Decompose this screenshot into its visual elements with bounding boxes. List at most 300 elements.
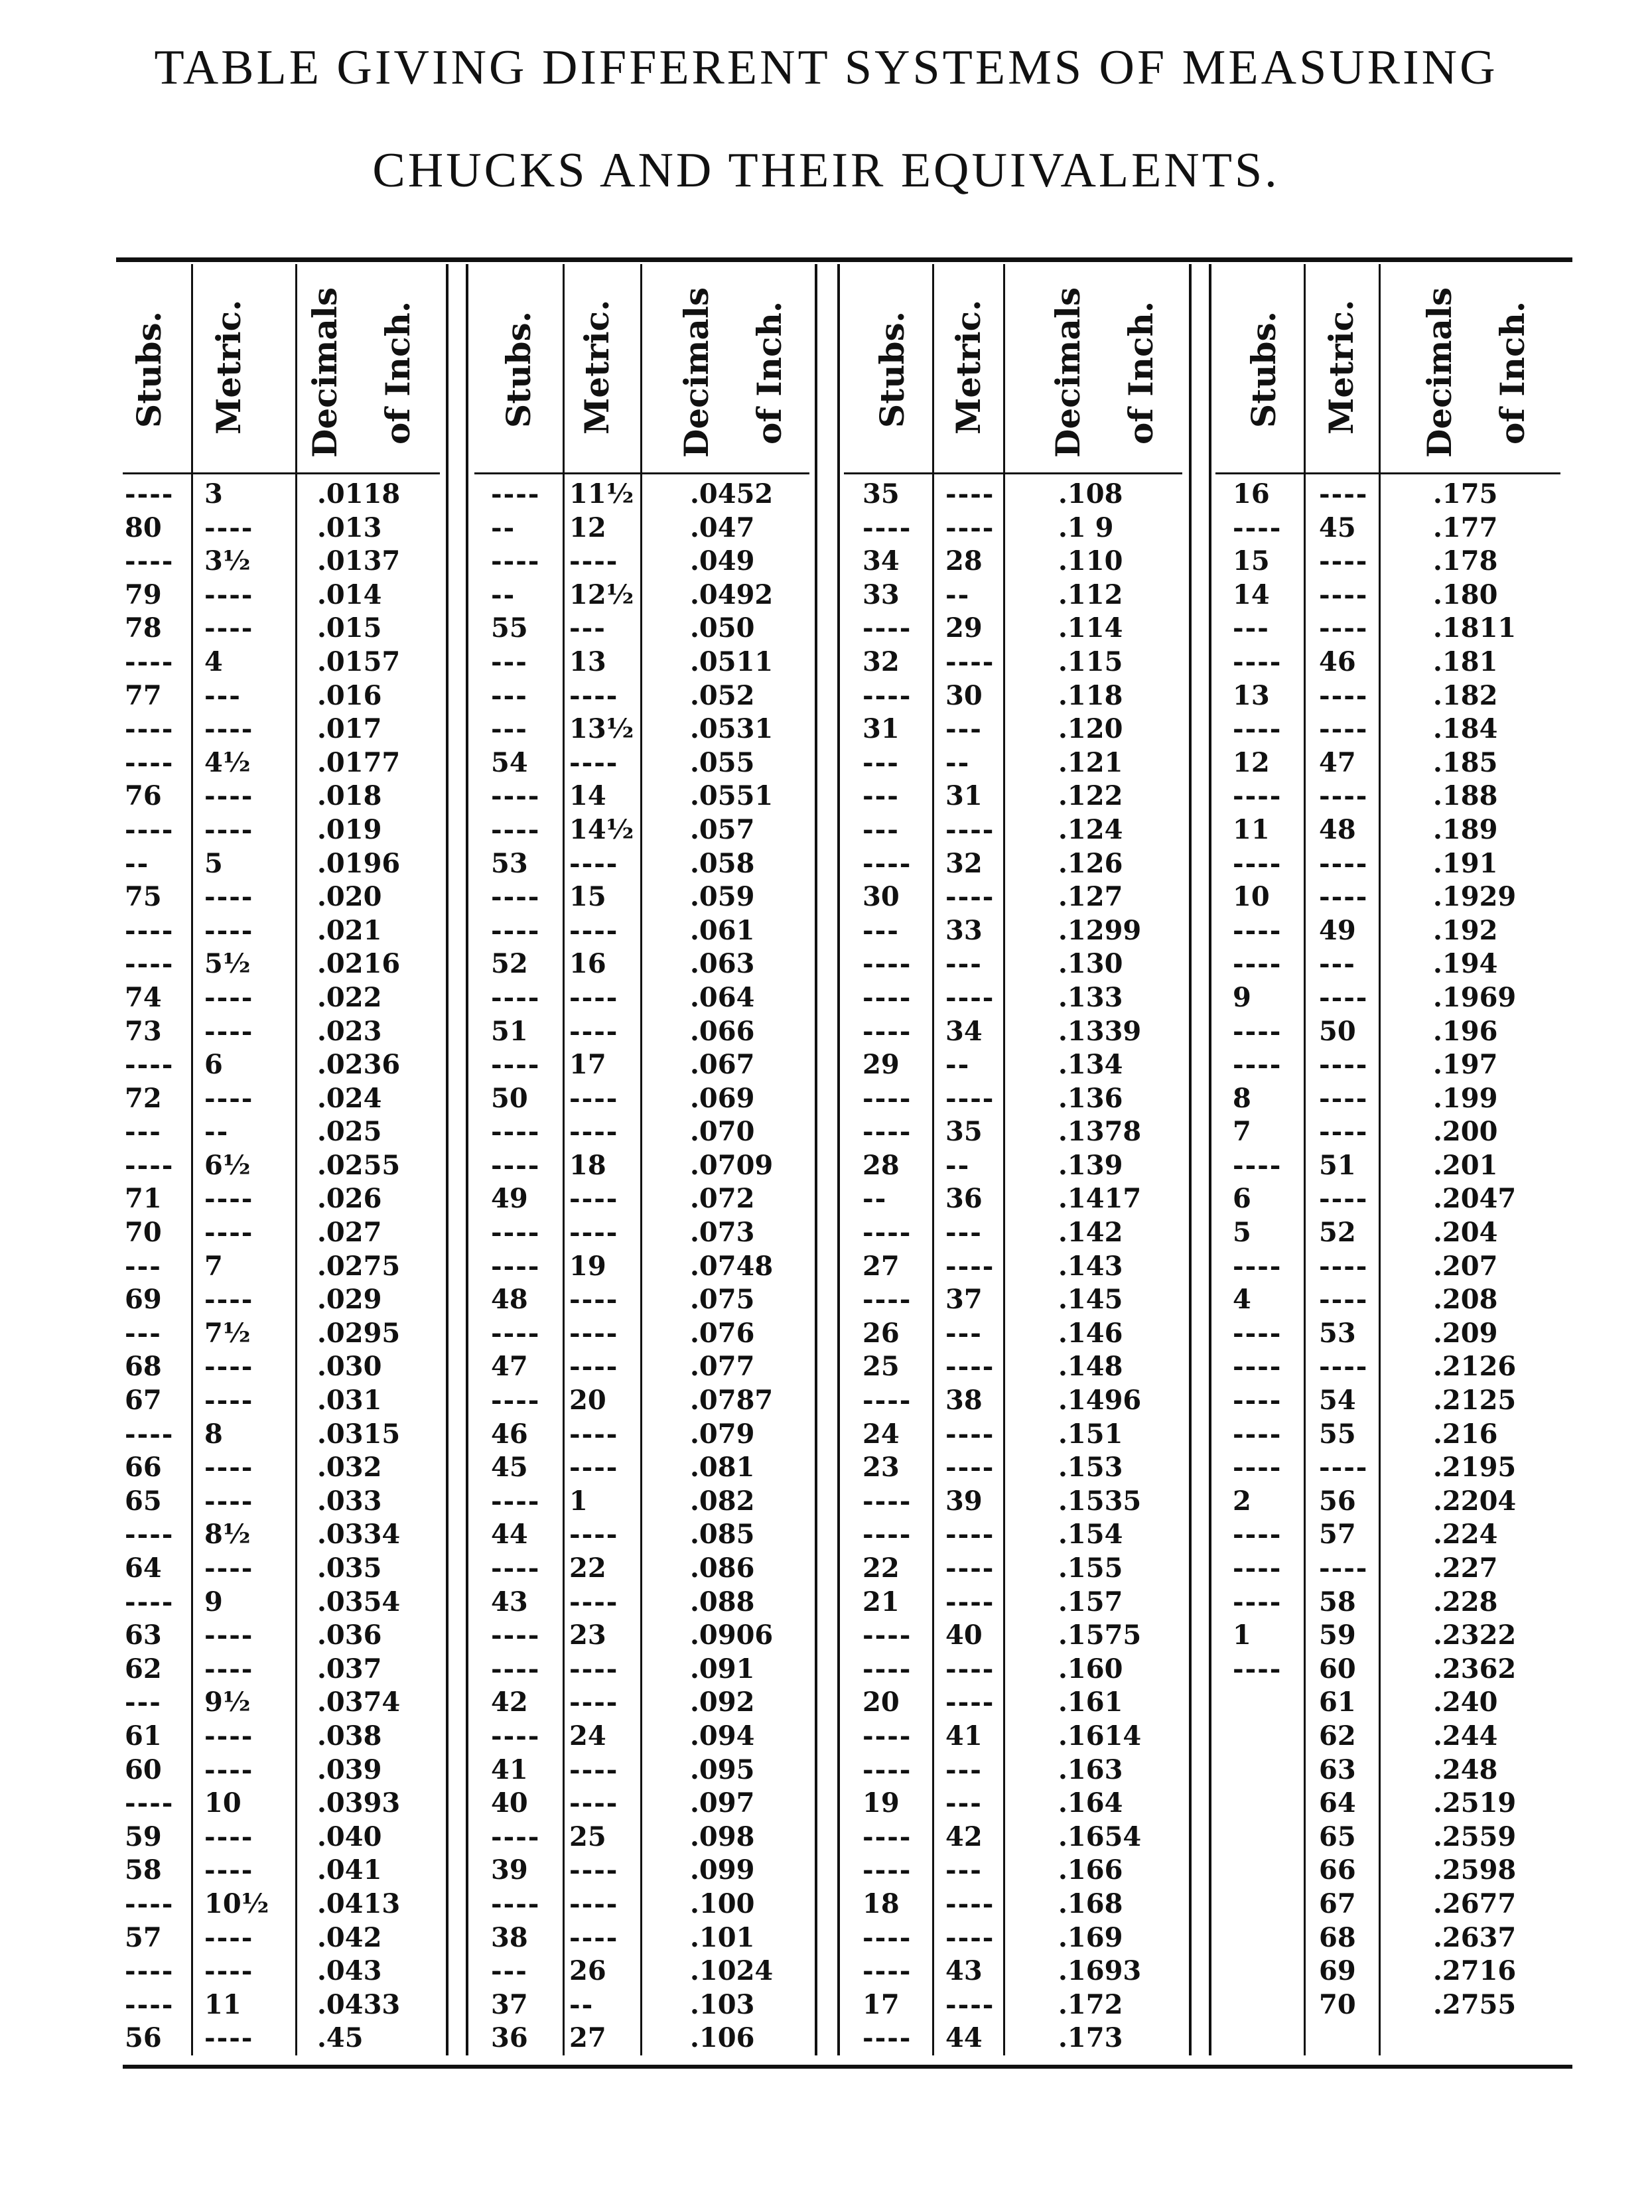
table-cell: .184: [1433, 713, 1498, 745]
table-cell: 66: [1319, 1854, 1356, 1886]
table-cell: 37: [945, 1284, 983, 1316]
table-cell: .178: [1433, 545, 1498, 577]
table-cell: ----: [862, 1284, 912, 1316]
table-cell: 14: [1233, 579, 1270, 610]
table-cell: 12: [1233, 746, 1270, 778]
table-cell: .1535: [1058, 1485, 1142, 1517]
table-cell: 46: [1319, 646, 1356, 677]
table-cell: 68: [1319, 1921, 1356, 1953]
metric-column: [569, 478, 634, 2055]
table-cell: 69: [125, 1284, 162, 1316]
table-cell: 34: [862, 545, 900, 577]
table-cell: ---: [125, 1250, 162, 1282]
table-cell: .164: [1058, 1787, 1123, 1819]
table-cell: .2559: [1433, 1821, 1517, 1852]
table-cell: .1693: [1058, 1955, 1142, 1987]
table-cell: 44: [945, 2022, 983, 2054]
table-cell: .027: [317, 1217, 382, 1249]
table-cell: 12½: [569, 579, 634, 610]
table-cell: ----: [862, 1921, 912, 1953]
table-cell: 15: [1233, 545, 1270, 577]
table-cell: ----: [491, 1821, 541, 1852]
table-cell: .197: [1433, 1049, 1498, 1081]
table-cell: .244: [1433, 1720, 1498, 1752]
table-cell: ----: [569, 1586, 619, 1618]
table-cell: ---: [945, 1754, 983, 1785]
table-cell: .030: [317, 1351, 382, 1383]
table-cell: 1: [1233, 1620, 1251, 1651]
table-cell: 48: [1319, 813, 1356, 845]
table-cell: .145: [1058, 1284, 1123, 1316]
table-cell: ----: [125, 1787, 174, 1819]
table-cell: ----: [1319, 847, 1369, 879]
table-cell: 9: [1233, 981, 1251, 1013]
table-cell: .055: [690, 746, 755, 778]
group-separator: [1209, 264, 1211, 2055]
table-cell: ----: [1319, 612, 1369, 644]
table-cell: ----: [945, 1452, 995, 1484]
table-cell: ----: [204, 2022, 254, 2054]
decimals-column: [317, 478, 400, 2055]
table-cell: --: [945, 579, 971, 610]
table-cell: .1614: [1058, 1720, 1142, 1752]
table-cell: .075: [690, 1284, 755, 1316]
table-cell: ----: [569, 1787, 619, 1819]
table-cell: ----: [204, 612, 254, 644]
table-top-rule: [116, 257, 1572, 262]
table-cell: 8: [1233, 1082, 1251, 1114]
table-cell: .097: [690, 1787, 755, 1819]
table-cell: .088: [690, 1586, 755, 1618]
table-cell: .042: [317, 1921, 382, 1953]
table-cell: 13: [1233, 679, 1270, 711]
table-cell: ----: [1319, 1452, 1369, 1484]
table-cell: ----: [204, 1183, 254, 1215]
table-cell: .121: [1058, 746, 1123, 778]
table-cell: ----: [569, 1653, 619, 1685]
table-cell: .153: [1058, 1452, 1123, 1484]
table-cell: ----: [491, 1888, 541, 1919]
table-cell: .1929: [1433, 881, 1517, 913]
table-cell: 33: [945, 914, 983, 946]
table-cell: 73: [125, 1015, 162, 1047]
table-cell: .2755: [1433, 1988, 1517, 2020]
table-cell: ----: [491, 1720, 541, 1752]
table-cell: ----: [125, 1149, 174, 1181]
table-cell: .188: [1433, 780, 1498, 812]
table-cell: 51: [1319, 1149, 1356, 1181]
table-cell: 29: [945, 612, 983, 644]
table-cell: .199: [1433, 1082, 1498, 1114]
table-cell: ---: [491, 713, 528, 745]
table-cell: 20: [862, 1687, 900, 1718]
table-cell: ---: [491, 646, 528, 677]
table-cell: .091: [690, 1653, 755, 1685]
table-cell: .189: [1433, 813, 1498, 845]
table-cell: .077: [690, 1351, 755, 1383]
group-separator: [837, 264, 840, 2055]
table-cell: 30: [945, 679, 983, 711]
table-cell: .161: [1058, 1687, 1123, 1718]
table-cell: ----: [491, 881, 541, 913]
table-cell: .0906: [690, 1620, 774, 1651]
table-cell: ----: [491, 1485, 541, 1517]
table-cell: ----: [1319, 780, 1369, 812]
table-cell: .040: [317, 1821, 382, 1852]
table-cell: .064: [690, 981, 755, 1013]
table-cell: .142: [1058, 1217, 1123, 1249]
table-cell: 25: [862, 1351, 900, 1383]
table-cell: ----: [204, 1620, 254, 1651]
table-cell: 70: [125, 1217, 162, 1249]
table-cell: .101: [690, 1921, 755, 1953]
table-cell: 17: [569, 1049, 606, 1081]
stubs-column: [125, 478, 174, 2055]
table-cell: ----: [204, 1284, 254, 1316]
table-cell: --: [491, 512, 516, 543]
header-decimals: Decimals: [1420, 287, 1459, 458]
table-cell: ----: [945, 1921, 995, 1953]
table-cell: .1417: [1058, 1183, 1142, 1215]
table-cell: 23: [569, 1620, 606, 1651]
table-cell: ----: [204, 780, 254, 812]
table-cell: 63: [125, 1620, 162, 1651]
table-cell: .2362: [1433, 1653, 1517, 1685]
header-metric: Metric.: [949, 299, 988, 435]
table-cell: ----: [569, 1452, 619, 1484]
table-cell: 3½: [204, 545, 251, 577]
table-cell: ----: [204, 1351, 254, 1383]
page-subtitle: CHUCKS AND THEIR EQUIVALENTS.: [372, 143, 1280, 198]
table-cell: ----: [569, 545, 619, 577]
table-cell: .0275: [317, 1250, 401, 1282]
table-cell: .0511: [690, 646, 774, 677]
table-cell: ----: [1319, 679, 1369, 711]
table-cell: ----: [204, 914, 254, 946]
table-cell: ----: [125, 1988, 174, 2020]
table-cell: 52: [491, 948, 528, 980]
table-cell: ----: [125, 746, 174, 778]
table-cell: 10: [204, 1787, 241, 1819]
table-cell: 43: [945, 1955, 983, 1987]
table-cell: 40: [945, 1620, 983, 1651]
table-cell: ----: [491, 813, 541, 845]
table-cell: 7: [1233, 1116, 1251, 1148]
table-cell: .0216: [317, 948, 401, 980]
table-cell: 49: [1319, 914, 1356, 946]
table-cell: 6: [204, 1049, 223, 1081]
group-separator: [815, 264, 817, 2055]
table-cell: .191: [1433, 847, 1498, 879]
table-cell: .224: [1433, 1519, 1498, 1551]
table-cell: ----: [125, 713, 174, 745]
table-cell: ---: [945, 713, 983, 745]
group-separator: [446, 264, 448, 2055]
table-cell: ----: [1233, 948, 1282, 980]
table-cell: 4: [1233, 1284, 1251, 1316]
table-cell: ----: [204, 1452, 254, 1484]
decimals-column: [1058, 478, 1141, 2055]
table-cell: .201: [1433, 1149, 1498, 1181]
table-cell: ----: [862, 1720, 912, 1752]
table-cell: 1: [569, 1485, 588, 1517]
header-stubs: Stubs.: [872, 311, 912, 428]
table-cell: 58: [1319, 1586, 1356, 1618]
table-cell: ----: [204, 1653, 254, 1685]
table-cell: .052: [690, 679, 755, 711]
table-cell: ----: [1233, 1586, 1282, 1618]
table-cell: 22: [569, 1553, 606, 1584]
table-cell: 56: [1319, 1485, 1356, 1517]
table-cell: 20: [569, 1385, 606, 1417]
table-cell: ---: [862, 780, 900, 812]
table-cell: ----: [862, 1217, 912, 1249]
table-cell: .130: [1058, 948, 1123, 980]
table-cell: 48: [491, 1284, 528, 1316]
table-cell: 62: [1319, 1720, 1356, 1752]
table-cell: ----: [491, 1317, 541, 1349]
table-cell: .022: [317, 981, 382, 1013]
table-cell: ---: [862, 914, 900, 946]
table-cell: --: [945, 1149, 971, 1181]
table-cell: .168: [1058, 1888, 1123, 1919]
table-cell: ---: [569, 612, 606, 644]
table-cell: .114: [1058, 612, 1123, 644]
table-cell: ----: [125, 1888, 174, 1919]
table-cell: .2195: [1433, 1452, 1517, 1484]
table-cell: ----: [569, 1687, 619, 1718]
table-cell: 34: [945, 1015, 983, 1047]
table-cell: 17: [862, 1988, 900, 2020]
group-separator: [466, 264, 468, 2055]
table-cell: .151: [1058, 1418, 1123, 1450]
table-cell: ----: [204, 1385, 254, 1417]
table-cell: --: [125, 847, 150, 879]
table-cell: 79: [125, 579, 162, 610]
table-cell: .063: [690, 948, 755, 980]
table-cell: ----: [862, 948, 912, 980]
table-cell: 39: [945, 1485, 983, 1517]
table-cell: ----: [1319, 981, 1369, 1013]
table-cell: 65: [125, 1485, 162, 1517]
table-cell: ----: [945, 1351, 995, 1383]
table-cell: 10½: [204, 1888, 269, 1919]
table-cell: 35: [945, 1116, 983, 1148]
table-cell: .025: [317, 1116, 382, 1148]
table-cell: 38: [491, 1921, 528, 1953]
table-cell: .0709: [690, 1149, 774, 1181]
table-cell: 77: [125, 679, 162, 711]
table-cell: ----: [1319, 478, 1369, 510]
table-cell: .124: [1058, 813, 1123, 845]
table-cell: .240: [1433, 1687, 1498, 1718]
table-cell: ----: [945, 512, 995, 543]
table-cell: .169: [1058, 1921, 1123, 1953]
table-cell: ----: [204, 579, 254, 610]
table-cell: ----: [569, 1519, 619, 1551]
table-cell: ----: [569, 1754, 619, 1785]
table-cell: 75: [125, 881, 162, 913]
table-cell: 65: [1319, 1821, 1356, 1852]
table-cell: 68: [125, 1351, 162, 1383]
table-cell: 71: [125, 1183, 162, 1215]
table-cell: ----: [125, 1519, 174, 1551]
table-cell: .0137: [317, 545, 401, 577]
table-cell: 42: [945, 1821, 983, 1852]
table-cell: .0315: [317, 1418, 401, 1450]
table-cell: ----: [125, 1586, 174, 1618]
table-cell: 22: [862, 1553, 900, 1584]
table-cell: .0492: [690, 579, 774, 610]
table-cell: 62: [125, 1653, 162, 1685]
stubs-column: [491, 478, 540, 2055]
table-cell: .185: [1433, 746, 1498, 778]
table-cell: .1811: [1433, 612, 1517, 644]
table-cell: 4½: [204, 746, 251, 778]
table-cell: 6½: [204, 1149, 251, 1181]
table-cell: ----: [569, 1854, 619, 1886]
table-cell: 61: [125, 1720, 162, 1752]
table-cell: --: [569, 1988, 594, 2020]
header-stubs: Stubs.: [499, 311, 538, 428]
table-cell: 49: [491, 1183, 528, 1215]
table-cell: 29: [862, 1049, 900, 1081]
table-cell: 32: [945, 847, 983, 879]
table-cell: .021: [317, 914, 382, 946]
table-cell: ----: [491, 545, 541, 577]
table-cell: 8: [204, 1418, 223, 1450]
table-cell: ----: [1233, 1351, 1282, 1383]
stubs-column: [862, 478, 912, 2055]
table-cell: ----: [1233, 1317, 1282, 1349]
table-cell: 66: [125, 1452, 162, 1484]
table-cell: ---: [945, 1787, 983, 1819]
table-cell: ----: [1233, 1553, 1282, 1584]
table-cell: ----: [1319, 881, 1369, 913]
table-cell: ----: [1233, 847, 1282, 879]
table-cell: 25: [569, 1821, 606, 1852]
table-cell: .031: [317, 1385, 382, 1417]
table-cell: 50: [1319, 1015, 1356, 1047]
metric-column: [945, 478, 995, 2055]
header-of-inch: of Inch.: [1493, 301, 1532, 445]
table-cell: 5½: [204, 948, 251, 980]
table-cell: ---: [491, 679, 528, 711]
table-cell: --: [491, 579, 516, 610]
table-cell: .192: [1433, 914, 1498, 946]
table-cell: .1339: [1058, 1015, 1142, 1047]
table-cell: ----: [569, 914, 619, 946]
table-cell: .127: [1058, 881, 1123, 913]
table-cell: ----: [569, 1015, 619, 1047]
table-cell: 78: [125, 612, 162, 644]
table-cell: 60: [1319, 1653, 1356, 1685]
table-cell: 30: [862, 881, 900, 913]
table-cell: 36: [491, 2022, 528, 2054]
table-cell: .035: [317, 1553, 382, 1584]
table-cell: 45: [1319, 512, 1356, 543]
table-cell: ----: [1319, 1250, 1369, 1282]
table-cell: 7: [204, 1250, 223, 1282]
table-cell: ----: [204, 512, 254, 543]
table-cell: 14½: [569, 813, 634, 845]
table-cell: 38: [945, 1385, 983, 1417]
table-cell: .1969: [1433, 981, 1517, 1013]
table-cell: ----: [491, 1553, 541, 1584]
table-cell: ----: [1233, 780, 1282, 812]
table-cell: .2322: [1433, 1620, 1517, 1651]
table-cell: .112: [1058, 579, 1123, 610]
column-separator: [295, 264, 297, 2055]
table-cell: ----: [862, 981, 912, 1013]
table-cell: ----: [945, 1519, 995, 1551]
table-cell: 47: [1319, 746, 1356, 778]
table-cell: ----: [1233, 1250, 1282, 1282]
table-cell: .0748: [690, 1250, 774, 1282]
table-cell: ----: [862, 1854, 912, 1886]
table-cell: .204: [1433, 1217, 1498, 1249]
table-cell: ----: [862, 612, 912, 644]
table-cell: .146: [1058, 1317, 1123, 1349]
table-cell: ----: [862, 512, 912, 543]
table-cell: .047: [690, 512, 755, 543]
table-cell: .0531: [690, 713, 774, 745]
table-cell: .182: [1433, 679, 1498, 711]
table-cell: ----: [945, 1250, 995, 1282]
table-cell: .1575: [1058, 1620, 1142, 1651]
table-cell: ----: [945, 646, 995, 677]
table-cell: .148: [1058, 1351, 1123, 1383]
header-decimals: Decimals: [1048, 287, 1087, 458]
table-cell: ----: [1319, 1082, 1369, 1114]
table-cell: .0413: [317, 1888, 401, 1919]
table-cell: .058: [690, 847, 755, 879]
table-cell: 80: [125, 512, 162, 543]
table-cell: .154: [1058, 1519, 1123, 1551]
decimals-column: [690, 478, 773, 2055]
table-cell: .1299: [1058, 914, 1142, 946]
table-cell: .173: [1058, 2022, 1123, 2054]
table-cell: ----: [1319, 713, 1369, 745]
table-cell: ----: [945, 1553, 995, 1584]
header-decimals: Decimals: [677, 287, 716, 458]
table-cell: .082: [690, 1485, 755, 1517]
table-cell: 2: [1233, 1485, 1251, 1517]
table-cell: 11: [204, 1988, 241, 2020]
table-cell: --: [204, 1116, 230, 1148]
table-cell: .160: [1058, 1653, 1123, 1685]
table-cell: ----: [204, 1485, 254, 1517]
table-cell: 6: [1233, 1183, 1251, 1215]
table-cell: 18: [569, 1149, 606, 1181]
table-cell: ---: [862, 746, 900, 778]
table-cell: .1 9: [1058, 512, 1114, 543]
table-cell: ----: [125, 646, 174, 677]
table-cell: ----: [204, 1754, 254, 1785]
table-cell: ----: [125, 1049, 174, 1081]
table-cell: .2677: [1433, 1888, 1517, 1919]
table-cell: 28: [862, 1149, 900, 1181]
table-cell: 53: [491, 847, 528, 879]
table-cell: .061: [690, 914, 755, 946]
table-cell: .115: [1058, 646, 1123, 677]
table-cell: .177: [1433, 512, 1498, 543]
table-cell: 59: [1319, 1620, 1356, 1651]
table-cell: ----: [945, 1586, 995, 1618]
table-cell: 13: [569, 646, 606, 677]
table-cell: ----: [491, 1385, 541, 1417]
table-cell: ----: [862, 1519, 912, 1551]
